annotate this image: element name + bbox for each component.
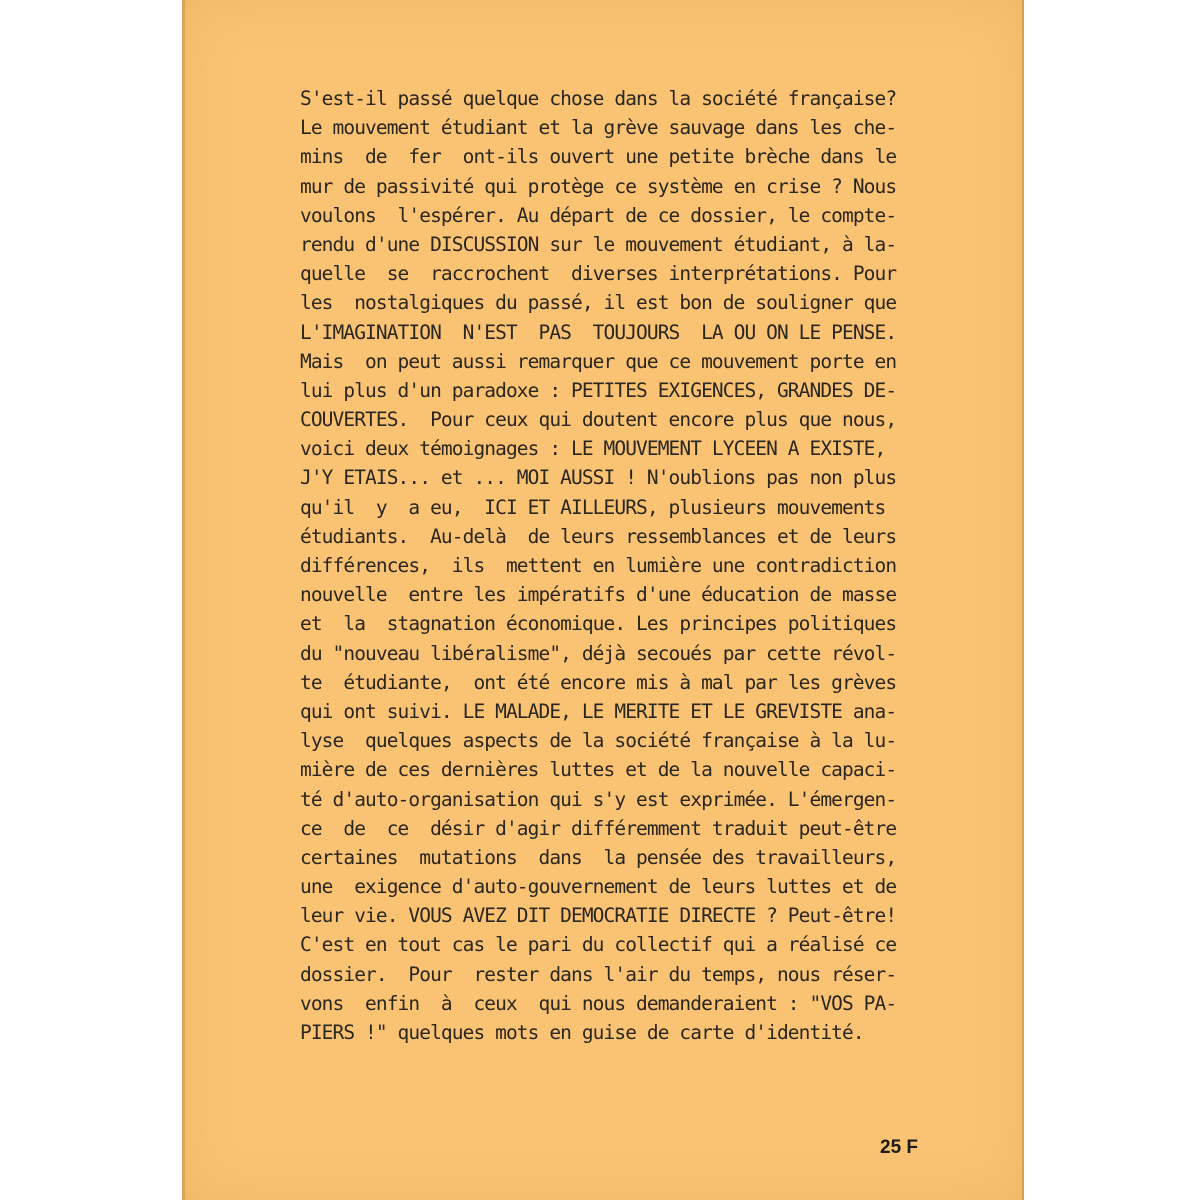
blurb-line: rendu d'une DISCUSSION sur le mouvement étudiant, à la- bbox=[300, 232, 897, 256]
blurb-line: nouvelle entre les impératifs d'une éducation de masse bbox=[300, 583, 897, 607]
blurb-line: vons enfin à ceux qui nous demanderaient : "VOS PA- bbox=[300, 991, 897, 1015]
blurb-line: dossier. Pour rester dans l'air du temps, nous réser- bbox=[300, 962, 897, 986]
blurb-line: ce de ce désir d'agir différemment traduit peut-être bbox=[300, 816, 897, 840]
blurb-line: te étudiante, ont été encore mis à mal par les grèves bbox=[300, 670, 897, 694]
blurb-line: qu'il y a eu, ICI ET AILLEURS, plusieurs mouvements bbox=[300, 495, 886, 519]
price-label: 25 F bbox=[880, 1137, 919, 1158]
blurb-line: certaines mutations dans la pensée des travailleurs, bbox=[300, 845, 897, 869]
blurb-line: voulons l'espérer. Au départ de ce dossier, le compte- bbox=[300, 203, 897, 227]
blurb-line: C'est en tout cas le pari du collectif qui a réalisé ce bbox=[300, 933, 897, 957]
blurb-line: du "nouveau libéralisme", déjà secoués par cette révol- bbox=[300, 641, 897, 665]
blurb-line: mins de fer ont-ils ouvert une petite brèche dans le bbox=[300, 145, 897, 169]
blurb-line: une exigence d'auto-gouvernement de leurs luttes et de bbox=[300, 875, 897, 899]
blurb-line: lyse quelques aspects de la société française à la lu- bbox=[300, 729, 897, 753]
blurb-line: PIERS !" quelques mots en guise de carte d'identité. bbox=[300, 1021, 864, 1044]
blurb-line: et la stagnation économique. Les principes politiques bbox=[300, 612, 897, 636]
blurb-line: quelle se raccrochent diverses interprétations. Pour bbox=[300, 262, 897, 286]
blurb-line: qui ont suivi. LE MALADE, LE MERITE ET LE GREVISTE ana- bbox=[300, 699, 897, 723]
blurb-line: mière de ces dernières luttes et de la nouvelle capaci- bbox=[300, 758, 897, 782]
blurb-line: L'IMAGINATION N'EST PAS TOUJOURS LA OU ON LE PENSE. bbox=[300, 320, 897, 344]
blurb-line: Le mouvement étudiant et la grève sauvage dans les che- bbox=[300, 116, 897, 140]
blurb-line: les nostalgiques du passé, il est bon de souligner que bbox=[300, 291, 897, 315]
blurb-line: lui plus d'un paradoxe : PETITES EXIGENCES, GRANDES DE- bbox=[300, 378, 897, 402]
blurb-line: leur vie. VOUS AVEZ DIT DEMOCRATIE DIRECTE ? Peut-être! bbox=[300, 904, 897, 928]
blurb-line: voici deux témoignages : LE MOUVEMENT LYCEEN A EXISTE, bbox=[300, 437, 886, 461]
blurb-line: mur de passivité qui protège ce système en crise ? Nous bbox=[300, 174, 897, 198]
blurb-line: té d'auto-organisation qui s'y est exprimée. L'émergen- bbox=[300, 787, 897, 811]
blurb-line: différences, ils mettent en lumière une contradiction bbox=[300, 554, 897, 577]
blurb-line: Mais on peut aussi remarquer que ce mouvement porte en bbox=[300, 349, 897, 373]
back-cover-blurb bbox=[300, 84, 950, 1047]
blurb-line: J'Y ETAIS... et ... MOI AUSSI ! N'oublions pas non plus bbox=[300, 466, 897, 490]
blurb-line: S'est-il passé quelque chose dans la société française? bbox=[300, 87, 897, 110]
blurb-line: COUVERTES. Pour ceux qui doutent encore plus que nous, bbox=[300, 408, 897, 432]
blurb-line: étudiants. Au-delà de leurs ressemblances et de leurs bbox=[300, 524, 897, 548]
